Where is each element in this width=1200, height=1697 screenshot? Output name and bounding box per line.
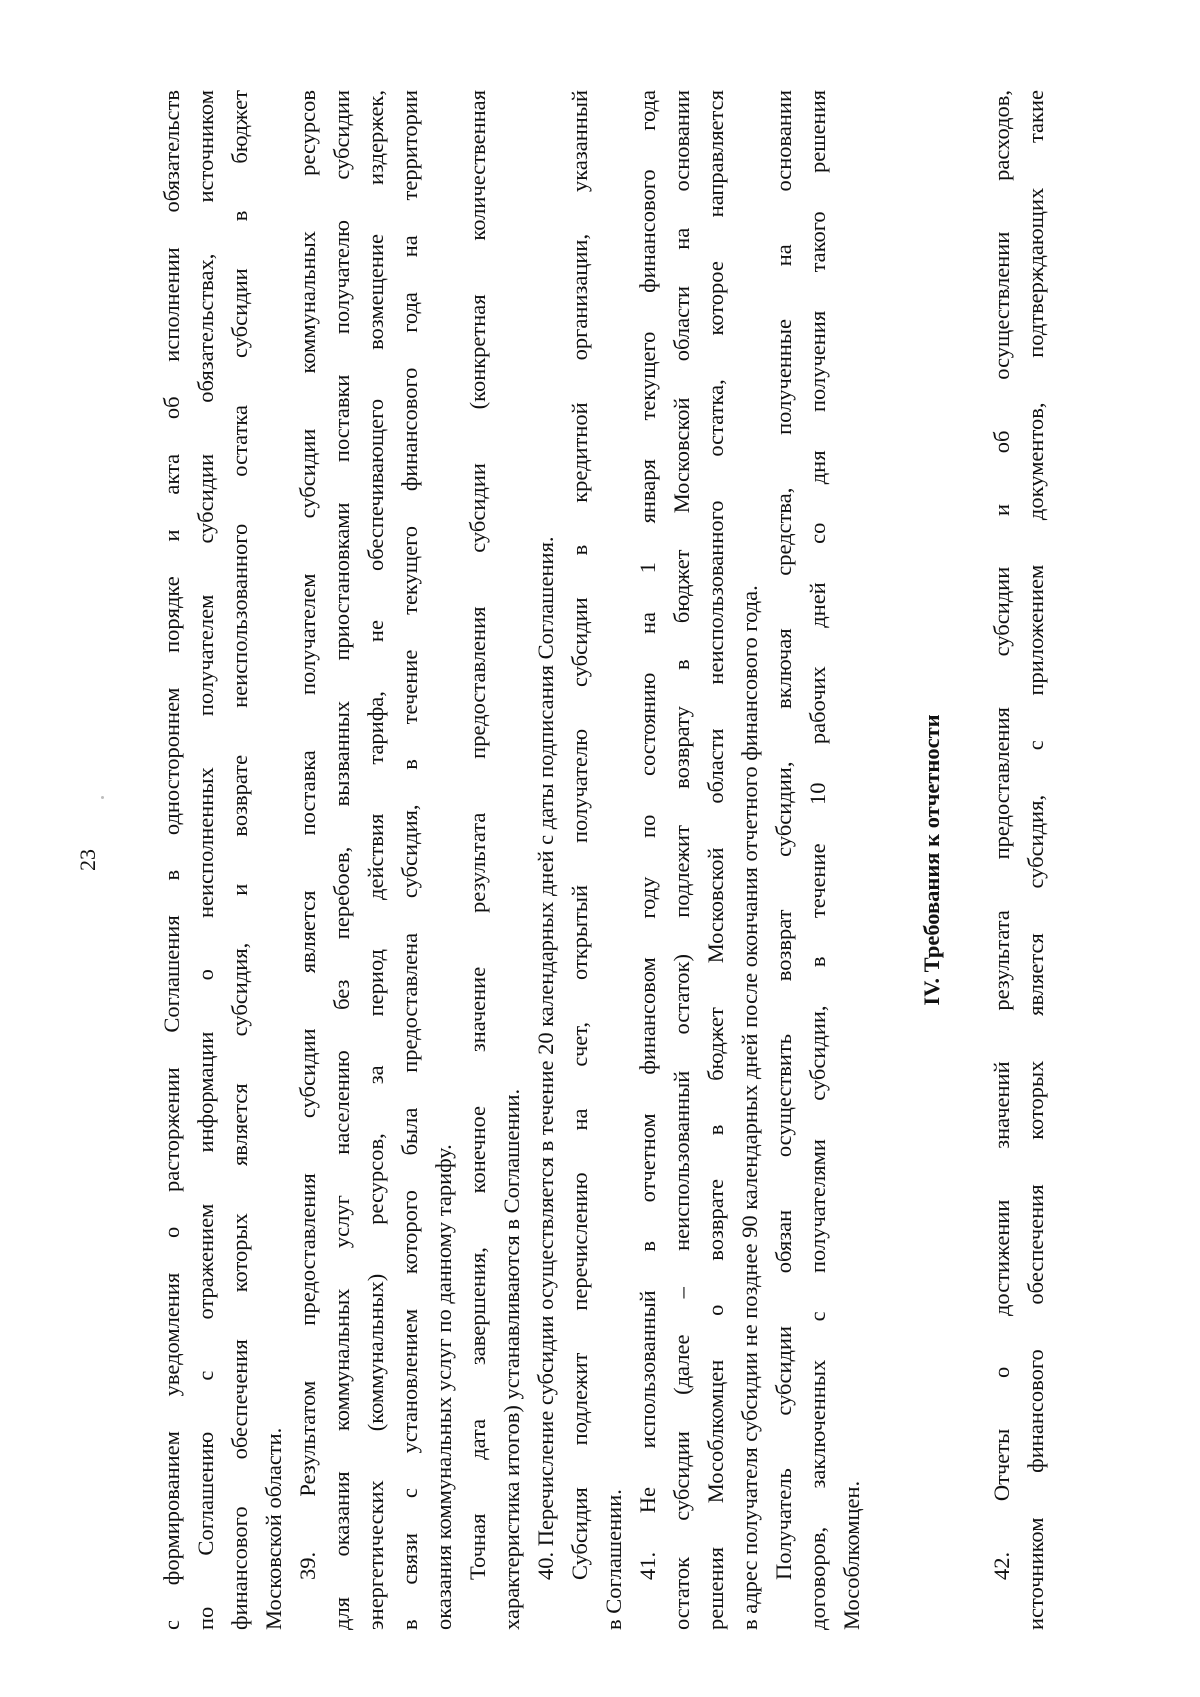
text-line: по Соглашению с отражением информации о неисполненных получателем субсидии обязательствах, источником	[193, 90, 218, 1630]
text-line: решения Мособлкомцен о возврате в бюджет Московской области неиспользованного остатка, которое направляется	[703, 90, 728, 1630]
section-heading: IV. Требования к отчетности	[919, 714, 944, 1006]
text-line: в связи с установлением которого была предоставлена субсидия, в течение текущего финансового года на территории	[397, 90, 422, 1630]
text-line: с формированием уведомления о расторжении Соглашения в одностороннем порядке и акта об исполнении обязательств	[159, 90, 184, 1630]
text-line: оказания коммунальных услуг по данному тарифу.	[431, 1144, 456, 1630]
paragraph-41-line: 41. Не использованный в отчетном финансовом году по состоянию на 1 января текущего финансового года	[635, 90, 660, 1580]
text-line: Мособлкомцен.	[839, 1480, 864, 1630]
text-line: характеристика итогов) устанавливаются в Соглашении.	[499, 1088, 524, 1630]
text-line: источником финансового обеспечения которых является субсидия, с приложением документов, подтверждающих такие	[1023, 90, 1048, 1630]
scan-speck	[101, 796, 104, 799]
text-line: финансового обеспечения которых является субсидия, и возврате неиспользованного остатка субсидии в бюджет	[227, 90, 252, 1630]
text-line: в адрес получателя субсидии не позднее 90 календарных дней после окончания отчетного финансового года.	[737, 585, 762, 1630]
paragraph-39-line: 39. Результатом предоставления субсидии является поставка получателем субсидии коммунальных ресурсов	[295, 90, 320, 1580]
text-line: Субсидия подлежит перечислению на счет, открытый получателю субсидии в кредитной организации, указанный	[567, 90, 592, 1580]
text-line: договоров, заключенных с получателями субсидии, в течение 10 рабочих дней со дня получения такого решения	[805, 90, 830, 1630]
text-line: в Соглашении.	[601, 1489, 626, 1630]
text-line: Точная дата завершения, конечное значение результата предоставления субсидии (конкретная количественная	[465, 90, 490, 1580]
page-number: 23	[75, 849, 100, 871]
text-line: энергетических (коммунальных) ресурсов, за период действия тарифа, не обеспечивающего возмещение издержек,	[363, 90, 388, 1630]
text-line: остаток субсидии (далее – неиспользованный остаток) подлежит возврату в бюджет Московской области на основании	[669, 90, 694, 1630]
paragraph-42-line: 42. Отчеты о достижении значений результата предоставления субсидии и об осуществлении расходов,	[989, 90, 1014, 1580]
text-line: Московской области.	[261, 1427, 286, 1630]
text-line: для оказания коммунальных услуг населению без перебоев, вызванных приостановками поставки получателю субсидии	[329, 90, 354, 1630]
paragraph-40-line: 40. Перечисление субсидии осуществляется в течение 20 календарных дней с даты подписания Соглашения.	[533, 536, 558, 1580]
text-line: Получатель субсидии обязан осуществить возврат субсидии, включая средства, полученные на основании	[771, 90, 796, 1580]
rotated-content	[75, 90, 1048, 1630]
